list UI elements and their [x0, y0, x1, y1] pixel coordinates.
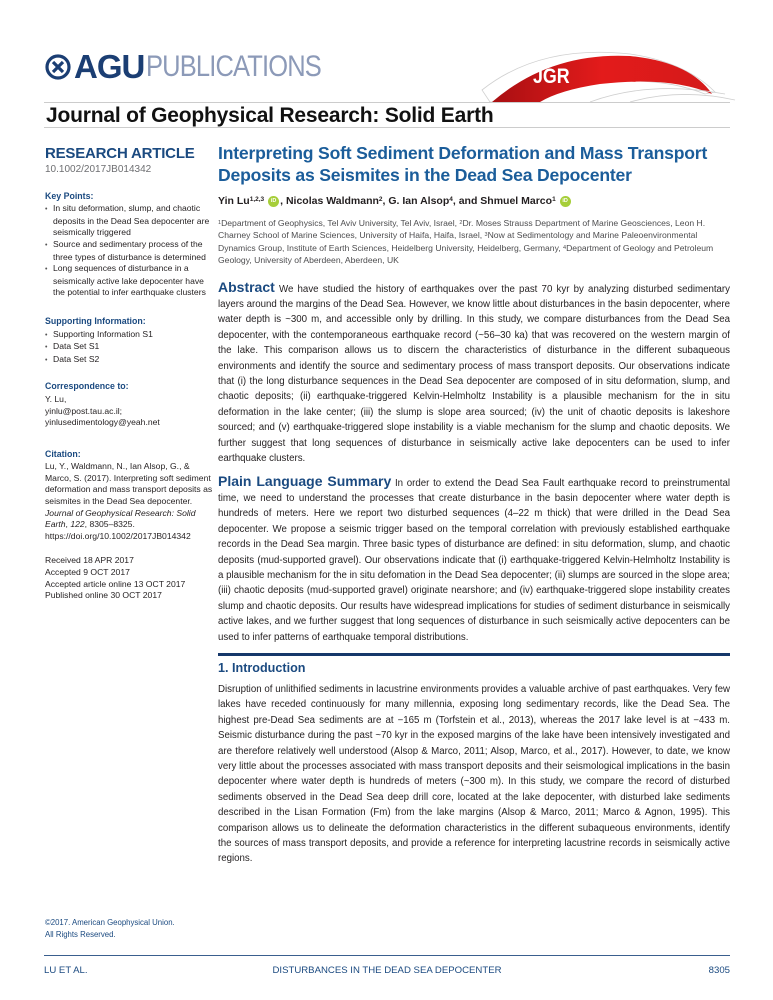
introduction-text: Disruption of unlithified sediments in lacustrine environments provides a valuable archive of past earthquakes. Very few lakes have receded continuously for many millennia, exposing long sedimentary records, like the Dead Sea. The highest pre-Dead Sea sediments are at −165 m (Torfstein et al., 2013), whereas the 2017 lake level is at −433 m. Seismic disturbance during the past ~70 kyr in the exposed margins of the lake have been intensively investigated and are therefore relatively well understood (Alsop & Marco, 2011; Alsop, Marco, et al., 2017). However, to date, we know very little about the processes associated with mass transport deposits and their seismological implications in the basin depocenter where water depth is hundreds of meters (~300 m). In this study, we compare the record of disturbed sediments observed in the Dead Sea deep drill core, located at the lake depocenter, with disturbed lake sediments described in the Lisan Formation (Fm) from the lake margins (Alsop & Marco, 2011; Marco & Agnon, 1995). This comparison allows us to delineate the deformation characteristics in the different subaqueous environments, identify the sources of mass transport deposits, and provide a reference for interpreting lacustrine records in seismically active regions.	[218, 683, 730, 865]
correspondence-email[interactable]: yinlu@post.tau.ac.il;	[45, 405, 123, 416]
jgr-swoosh-graphic	[480, 50, 740, 102]
article-title: Interpreting Soft Sediment Deformation and Mass Transport Deposits as Seismites in the Dead Sea Depocenter	[218, 143, 708, 185]
sidebar	[45, 145, 213, 602]
abstract	[218, 280, 730, 467]
pls-text: In order to extend the Dead Sea Fault earthquake record to preinstrumental time, we need to understand the processes that create disturbance in the basin depocenter where water depth is hundreds of meters. Here we report two disturbed sequences (4–22 m thick) that were drilled in the Dead Sea depocenter. We propose a seismic trigger based on the temporal correlation with previously established earthquake records in the Dead Sea margin. Three basic types of disturbance are defined: in situ deformation, slump, and chaotic deposits (mud-supported gravel). Our observations indicate that (i) earthquake-triggered Kelvin-Helmholtz Instability is a plausible mechanism for the in situ defomation in the Dead Sea depocenter; (ii) slumps are sourced in the slope area; (iii) chaotic deposits (mud-supported gravel) originate nearshore; and (iv) earthquake-triggered slope instability creates slump and chaotic deposits. Our results have widespread implications for studies of sediment disturbance in seismically active lakes, and we further suggest that long sequences of disturbance in such seismically active depocenters can be used to infer patterns of earthquake temporal distributions.	[218, 477, 730, 643]
correspondence-name: Y. Lu,	[45, 393, 67, 404]
copyright-line: ©2017. American Geophysical Union.	[45, 918, 175, 927]
author-separator: , and	[452, 195, 481, 207]
citation-doi-link[interactable]: https://doi.org/10.1002/2017JB014342	[45, 530, 191, 541]
journal-title: Journal of Geophysical Research: Solid Earth	[46, 104, 494, 127]
author-name[interactable]: Yin Lu	[218, 195, 250, 207]
affiliation: Department of Geology and Petroleum Geology, University of Aberdeen, Aberdeen, UK	[218, 242, 714, 266]
author-list	[218, 194, 730, 208]
orcid-icon[interactable]: iD	[268, 196, 279, 207]
author-affiliation-sup: 4	[449, 196, 453, 203]
correspondence-email[interactable]: yinlusedimentology@yeah.net	[45, 417, 160, 428]
citation-heading: Citation:	[45, 448, 81, 459]
supporting-info-link[interactable]: • Data Set S2	[45, 354, 213, 367]
publications-text: PUBLICATIONS	[146, 50, 322, 83]
supporting-info-heading: Supporting Information:	[45, 315, 146, 326]
citation-authors-title: Lu, Y., Waldmann, N., Ian Alsop, G., & Marco, S. (2017). Interpreting soft sediment deformation and mass transport deposits as seismites in the Dead Sea depocenter.	[45, 461, 213, 507]
pls-heading: Plain Language Summary	[218, 472, 392, 489]
citation-journal: Journal of Geophysical Research: Solid Earth	[45, 507, 196, 530]
page-number: 8305	[708, 965, 730, 976]
author-affiliation-sup: 1,2,3	[249, 196, 265, 203]
citation-pages: , 8305–8325.	[84, 519, 135, 530]
citation-separator: ,	[65, 519, 71, 530]
header-rule-top	[44, 102, 730, 103]
correspondence-heading: Correspondence to:	[45, 381, 129, 392]
masthead	[0, 0, 773, 140]
key-point-item: • In situ deformation, slump, and chaotic deposits in the Dead Sea depocenter are seismically triggered	[45, 203, 213, 239]
article-type: RESEARCH ARTICLE	[45, 145, 195, 162]
key-point-item: • Source and sedimentary process of the three types of disturbance is determined	[45, 239, 213, 263]
affiliation-sup: 2	[459, 220, 463, 226]
date-received: Received 18 APR 2017	[45, 555, 134, 566]
copyright	[45, 917, 175, 940]
affiliation: Now at Sedimentology and Marine Paleoenvironmental Dynamics Group, Institute of Earth Sciences, Heidelberg University, Heidelberg, Germany,	[218, 230, 698, 253]
agu-publications-logo[interactable]	[44, 48, 352, 85]
correspondence	[45, 381, 213, 428]
jgr-badge: JGR	[533, 65, 570, 88]
affiliation: Department of Geophysics, Tel Aviv University, Tel Aviv, Israel,	[221, 218, 460, 228]
running-title: DISTURBANCES IN THE DEAD SEA DEPOCENTER	[272, 965, 502, 976]
affiliation-sup: 4	[563, 244, 567, 251]
author-separator: ,	[382, 195, 389, 207]
author-name[interactable]: Nicolas Waldmann	[285, 195, 379, 207]
affiliation: Dr. Moses Strauss Department of Marine Geosciences, Leon H. Charney School of Marine Sciences, University of Haifa, Haifa, Israel,	[218, 218, 706, 241]
footer-rule	[44, 955, 730, 956]
key-point-item: • Long sequences of disturbance in a seismically active lake depocenter have the potential to infer earthquake clusters	[45, 263, 213, 299]
author-name[interactable]: G. Ian Alsop	[388, 195, 450, 207]
affiliation-sup: 3	[484, 232, 488, 239]
citation-volume: 122	[70, 519, 85, 530]
author-affiliation-sup: 2	[378, 196, 383, 203]
author-separator: ,	[280, 195, 286, 207]
date-published: Published online 30 OCT 2017	[45, 590, 162, 601]
citation-text	[45, 461, 213, 531]
article-dates	[45, 555, 213, 601]
running-author: LU ET AL.	[44, 965, 88, 976]
supporting-information	[45, 316, 213, 366]
date-accepted-online: Accepted article online 13 OCT 2017	[45, 578, 186, 589]
supporting-info-link[interactable]: • Supporting Information S1	[45, 329, 213, 342]
abstract-heading: Abstract	[218, 278, 275, 295]
agu-brand-text: AGU	[74, 48, 145, 85]
section-divider	[218, 653, 730, 656]
doi[interactable]: 10.1002/2017JB014342	[45, 164, 152, 175]
agu-logo-icon	[44, 53, 72, 81]
article-main	[218, 142, 730, 867]
abstract-text: We have studied the history of earthquakes over the past 70 kyr by analyzing disturbed sedimentary layers around the margins of the Dead Sea. However, we know little about disturbances in the basin depocenter, where water depth is ~300 m, and accessible only by drilling. In this study, we compare disturbances from the Dead Sea depocenter, with the contemporaneous earthquake record (~56–30 ka) that was recovered on the western margin of the lake. This comparison allows us to discern the characteristics of disturbance in the different subaqueous environments and identify the source and sedimentary process of mass transport deposits. Our observations indicate that (i) the long disturbance sequences in the Dead Sea depocenter are composed of in situ deformation, slump, and chaotic deposits; (ii) earthquake-triggered Kelvin-Helmholtz Instability is a plausible mechanism for the in situ deformation in the lake center; (iii) the slump is slope area sourced; (iv) the unit of chaotic deposits is lakeshore sourced; and (v) earthquake-triggered slope instability is a viable mechanism for the slump and chaotic deposits. We further suggest that long sequences of disturbance in seismically active lake depocenters can be used to infer earthquake clusters.	[218, 283, 730, 465]
plain-language-summary	[218, 474, 730, 645]
orcid-icon[interactable]: iD	[560, 196, 571, 207]
affiliations	[218, 217, 730, 267]
key-points	[45, 191, 213, 299]
affiliation-sup: 1	[218, 220, 222, 226]
header-rule-bottom	[44, 127, 730, 128]
copyright-line: All Rights Reserved.	[45, 929, 116, 939]
author-affiliation-sup: 1	[552, 196, 556, 203]
supporting-info-link[interactable]: • Data Set S1	[45, 341, 213, 354]
date-accepted: Accepted 9 OCT 2017	[45, 567, 130, 578]
section-heading-introduction: 1. Introduction	[218, 660, 306, 675]
citation	[45, 449, 213, 543]
key-points-heading: Key Points:	[45, 190, 94, 201]
author-name[interactable]: Shmuel Marco	[480, 195, 553, 207]
